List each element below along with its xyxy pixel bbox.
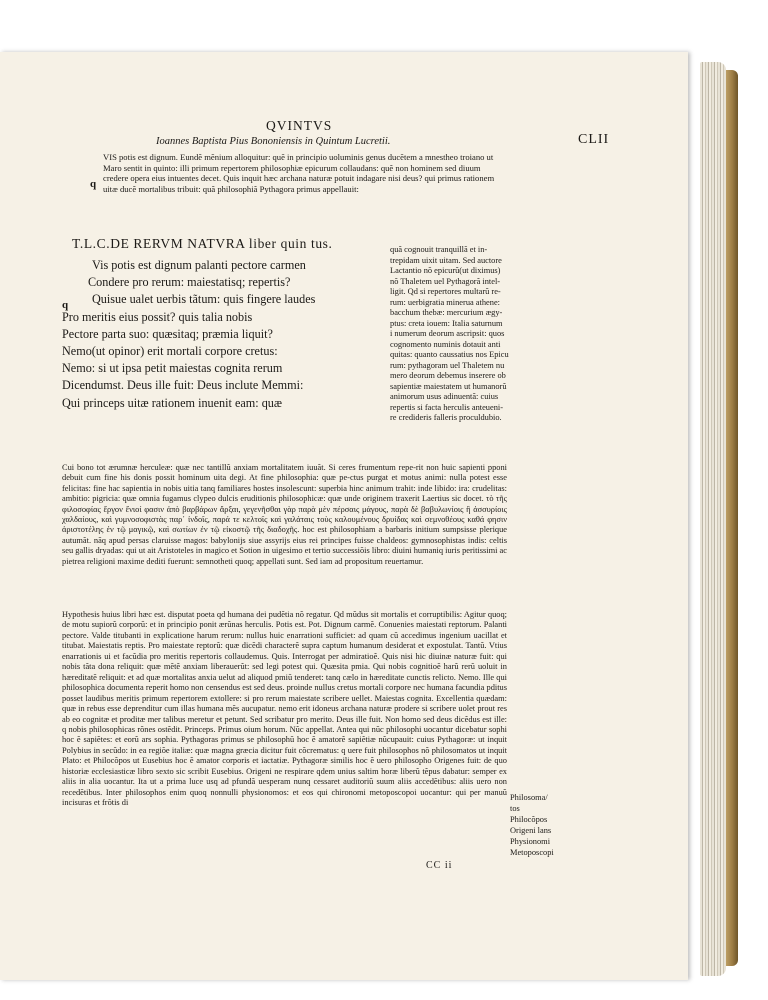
margin-notes bbox=[510, 792, 590, 858]
margin-note: tos bbox=[510, 804, 520, 813]
side-line: mero deorum debemus inserere ob bbox=[390, 371, 506, 380]
page-edges bbox=[700, 62, 726, 976]
side-line: cognomento numinis dotauit anti bbox=[390, 339, 501, 349]
commentary-intro: VIS potis est dignum. Eundẽ mẽnium alloquitur: quẽ in principio uoluminis genus ducẽtem a mnestheo troiano ut Maro sentit in quinto: illi primum repertorem philosophiæ epicurum collaudans: quẽ non hominem sed diuum credere opera eius intuentes decet. Quis inquit hæc archana naturæ potuit indagare nisi deus? qui primus rationem uitæ ducẽ mortalibus tribuit: quã philosophiã Pythagora primus appellauit: bbox=[103, 152, 495, 194]
folio-number: CLII bbox=[578, 132, 610, 147]
margin-note: Metoposcopi bbox=[510, 848, 554, 857]
side-line: rum: uerbigratia minerua athene: bbox=[390, 297, 500, 307]
side-line: quitas: quanto caussatius nos Epicu bbox=[390, 350, 509, 359]
side-line: ligit. Qd si repertores multarũ re- bbox=[390, 287, 501, 296]
book-title: T.L.C.DE RERVM NATVRA liber quin tus. bbox=[72, 236, 333, 251]
verse-line: Qui princeps uitæ rationem inuenit eam: quæ bbox=[62, 395, 283, 410]
side-line: bacchum thebæ: mercurium ægy- bbox=[390, 308, 503, 317]
verse-line: Nemo(ut opinor) erit mortali corpore cretus: bbox=[62, 344, 278, 359]
margin-note: Philocõpos bbox=[510, 815, 548, 824]
margin-note: Philosoma/ bbox=[510, 793, 548, 802]
side-line: sapientiæ maiestatem ut humanorũ bbox=[390, 381, 507, 391]
signature-mark: CC ii bbox=[426, 860, 453, 871]
side-line: rum: pythagoram uel Thaletem nu bbox=[390, 360, 505, 370]
side-commentary bbox=[390, 245, 508, 424]
margin-note: Physionomi bbox=[510, 837, 551, 846]
verse-line: Pectore parta suo: quæsitaq; præmia liquit? bbox=[62, 326, 273, 341]
side-line: i numerum deorum ascripsit: quos bbox=[390, 329, 505, 338]
side-line: animorum usus adinuentã: cuius bbox=[390, 392, 499, 401]
side-line: re credideris falleris proculdubio. bbox=[390, 413, 502, 422]
side-line: ptus: creta iouem: Italia saturnum bbox=[390, 318, 503, 328]
initial-letter: q bbox=[90, 178, 97, 190]
verse-line: Dicendumst. Deus ille fuit: Deus inclute Memmi: bbox=[62, 378, 304, 393]
verse-initial-letter: q bbox=[62, 299, 69, 311]
commentary-main: Hypothesis huius libri hæc est. disputat poeta qd humana dei pudẽtia nõ regatur. Qd mũdus sit mortalis et corruptibilis: Agitur quoq; de motu supiorũ corporũ: et in principio ponit ærũnas herculis. Potis est. Pot. Dignum carmẽ. Conuenies maiestati reptorum. Palanti pectore. Valde titubanti in explicatione harum rerum: nullus huic enarrationi sufficiet: ad quam cũ accedimus ingenium uacillat et titubat. Maiestatis reptis. Pro maiestate reptorũ: quæ dicẽdi characterẽ supra captum humanum desiderat et expostulat. Tantũ. Vtius enarrationis ui et facũdia pro meritis repertoris collaudemus. Quis. Interrogat per admiratioẽ. Quis nisi hic diuinæ naturæ fuit: qui nobis tãta dona reliquit: quæ mẽtẽ anxiam liberauerũt: sed legi potest qui. Quæsita pmia. Qui nobis cognitioẽ harũ rerũ uoluit in hæreditatẽ reliquit: et ad quæ mortalitas anxia uelut ad aliquod pmiũ tenderet: tanq cælo in hæreditate cunctis relicto. Nemo. Ille qui philosophica documenta reperit homo non censendus est sed deus. proinde nullus cretus mortali corpore nec humana facundia pditus posset laudibus meritis primum repertorem extollere: si pro rerum maiestate scribere uellet. Maiestas cognita. Excellentia quædam: quæ in rebus esse deprenditur cum illas humana mẽs aucupatur. nemo erit idoneus archana naturæ prodere si scribere uolet prout res ab eo cognitæ et proditæ mer talibus meretur et petunt. Sed scribatur pro merito. Deus ille fuit. Non homo sed deus dicẽdus est ille: q nobis philosophicas rõnes ostẽdit. Princeps. Primus oium horum. Nũc appellat. Antea qui nũc philosophi uocantur dicebatur sophi hoc ẽ sapiẽtes: et eorũ ars sophia. Pythagoras primus se philosophũ hoc ẽ amatorẽ sapiẽtiæ nũcupauit: cuius Pythagoræ: ut inquit Polybius in secũdo: in ea regiõe italiæ: quæ magna græcia dicitur fuit cõcrematus: q uere fuit philosophos nõ philosomatos ut inquit Plato: et Philocõpos ut Eusebius hoc ẽ amator corporis et iactatiæ. Pythagoræ similis hoc ẽ uero philosopho Origenes fuit: de quo historiæ ecclesiasticæ libro sexto sic scribit Eusebius. Origeni ne respirare qdem unius saltim horæ liberũ tẽpus dabatur: semper ex aliis in alia uocantur. Ita ut a prima luce usq ad pfundã uesperam nunq cessaret auditoriũ suum aliis accedẽtibus: aliis uero non recedẽtibus. Inter philosophos enim quoq nonnulli physionomos: et eos qui chironomi metoposcopoi uocantur: qui per manuũ incisuras et frõtis di bbox=[62, 610, 507, 808]
side-line: repertis si facta herculis anteueni- bbox=[390, 402, 504, 412]
verse-line: Quisue ualet uerbis tãtum: quis fingere laudes bbox=[92, 292, 316, 307]
side-line: trepidam uixit uitam. Sed auctore bbox=[390, 255, 502, 265]
verse-line: Vis potis est dignum palanti pectore carmen bbox=[92, 258, 306, 272]
verse-line: Nemo: si ut ipsa petit maiestas cognita rerum bbox=[62, 361, 283, 376]
side-line: nõ Thaletem uel Pythagorã intel- bbox=[390, 276, 501, 286]
side-line: Lactantio nõ epicurũ(ut diximus) bbox=[390, 266, 501, 275]
verse-line: Condere pro rerum: maiestatisq; repertis? bbox=[88, 275, 291, 290]
verse-block bbox=[62, 257, 392, 412]
running-title: QVINTVS bbox=[266, 118, 333, 133]
commentary-greek-passage: Cui bono tot ærumnæ herculeæ: quæ nec tantillũ anxiam mortalitatem iuuãt. Si ceres frumentum repe-rit non huic sapienti pponi debuit cum fine his donis possit hominum uita degi. At fine philosophia: quæ pe-ctus purgat et motus animi: nulla potest esse felicitas: fine hac sapientia in nobis uitia tanq familiares hostes insolescunt: superbia hinc animum trahit: inde libido: ira: crudelitas: ambitio: pigricia: quæ omnia fugamus clypeo dulcis eruditionis philosophicæ: quæ unde originem traxerit Laertius sic docet. τὸ τῆς φιλοσοφίας ἔργον ἔνιοί φασιν ἀπὸ βαρβάρων ἄρξαι, γεγενῆσθαι γὰρ παρὰ μὲν πέρσαις μάγους, παρὰ δὲ βαβυλωνίοις ἢ ἀσσυρίοις χαλδαίους, καὶ γυμνοσοφιστὰς παρ᾽ ἰνδοῖς, παρά τε κελτοῖς καὶ γαλάταις τοὺς καλουμένους δρυίδας καὶ σεμνοθέους καθά φησιν ἀριστοτέλης ἐν τῷ μαγικῷ, καὶ σωτίων ἐν τῷ εἰκοστῷ τῆς διαδοχῆς. hoc est philosophiam a barbaris initium sumpsisse plerique autumãt. nãq apud persas claruisse magos: babylonijs siue assyrijs eius rei principes fuisse chaldeos: gymnosophistas indis: celtis seu gallis dryadas: qui ut ait Aristoteles in magico et Sotion in uigesimo et tertio successiõis libro: diuini humaniq iuris peritissimi ac pietrea religioni maxime dediti fuerunt: semnotheti quoq; appellati sunt. Sed iam ad propositum reuertamur. bbox=[62, 463, 507, 566]
commentary-heading: Ioannes Baptista Pius Bononiensis in Quintum Lucretii. bbox=[156, 136, 391, 147]
verse-line: Pro meritis eius possit? quis talia nobis bbox=[62, 309, 253, 324]
book-page bbox=[0, 52, 688, 980]
side-line: quã cognouit tranquillã et in- bbox=[390, 245, 488, 254]
margin-note: Origeni lans bbox=[510, 826, 552, 835]
book-cover-edge bbox=[724, 70, 738, 966]
